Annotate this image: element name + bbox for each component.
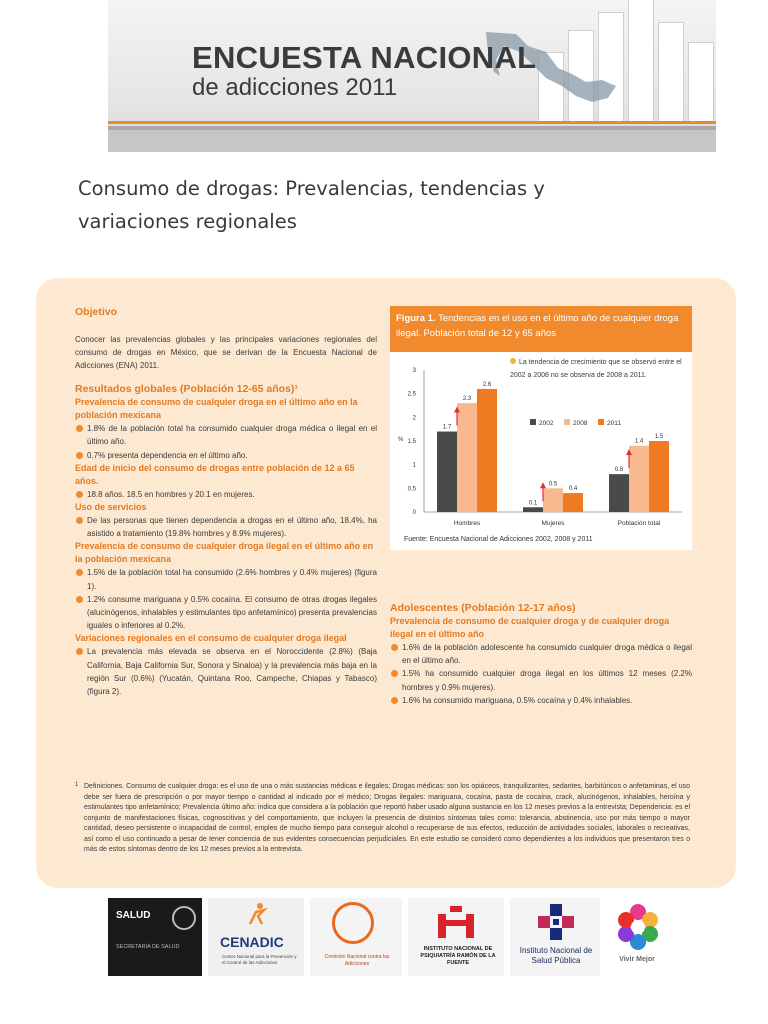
page-title: Consumo de drogas: Prevalencias, tendencias y variaciones regionales [78, 177, 545, 233]
legend-swatch [598, 419, 604, 425]
data-label: 0.5 [548, 481, 558, 488]
chart-bar [649, 441, 669, 512]
vivir-mejor-logo [606, 898, 668, 976]
salud-logo-subtext: SECRETARÍA DE SALUD [116, 944, 180, 950]
banner-accent-line [108, 121, 716, 124]
salud-logo-text: SALUD [116, 910, 151, 921]
section-heading: Prevalencia de consumo de cualquier droga y de cualquier droga ilegal en el último año [390, 616, 670, 639]
conadic-text: Comisión Nacional contra las Adicciones [324, 954, 390, 967]
section-heading: Variaciones regionales en el consumo de cualquier droga ilegal [75, 633, 347, 644]
flower-icon [616, 902, 660, 952]
chart-bar [477, 389, 497, 512]
resultados-heading: Resultados globales (Población 12-65 años)¹ [75, 383, 298, 396]
eagle-seal-icon [172, 906, 196, 930]
conadic-logo [310, 898, 402, 976]
banner-title: ENCUESTA NACIONAL [192, 40, 537, 75]
footnote [75, 782, 690, 856]
chart-bar [609, 474, 629, 512]
chart-bar [629, 446, 649, 512]
chart-bar [543, 488, 563, 512]
figure-source: Fuente: Encuesta Nacional de Adicciones 2002, 2008 y 2011 [404, 536, 593, 543]
section-heading: Uso de servicios [75, 502, 147, 513]
figure-caption [390, 306, 692, 352]
footnote-mark: 1 [75, 782, 79, 788]
psiquiatria-emblem-icon [438, 906, 474, 938]
data-label: 0.4 [568, 486, 578, 493]
data-label: 2.3 [462, 396, 472, 403]
y-tick-label: 1 [412, 462, 416, 469]
psiquiatria-logo [408, 898, 504, 976]
figure-label: Figura 1. [396, 313, 436, 324]
person-figure-icon [246, 902, 268, 926]
cenadic-name: CENADIC [220, 934, 284, 950]
bullet-icon [510, 358, 516, 364]
cenadic-logo [208, 898, 304, 976]
banner-subtitle: de adicciones 2011 [192, 74, 398, 101]
figure-caption-text: Tendencias en el uso en el último año de cualquier droga ilegal. Población total de 12 y 65 años [396, 313, 679, 339]
y-tick-label: 1.5 [407, 439, 416, 445]
insp-emblem-icon [538, 904, 574, 942]
footnote-text: Definiciones. Consumo de cualquier droga: es el uso de una o más sustancias médicas e ilegales; Drogas médicas: son los opiáceos, tranquilizantes, sedantes, barbitúricos o anfetaminas, el uso debe ser fuera de prescripción o por mayor tiempo o cantidad al indicado por el médico; Drogas ilegales: mariguana, cocaína, pasta de cocaína, crack, alucinógenos, inhalables, heroína y estimulantes tipo anfetamínico; Prevalencia último año: indica que considera a la población que reportó haber usado alguna sustancia en los 12 meses previos a la entrevista; Dependencia: es el conjunto de manifestaciones físicas, cognoscitivas y del comportamiento, que incluyen la presencia de distintos síntomas tales como: tolerancia, abstinencia, uso por más tiempo o mayor cantidad, deseo persistente o incapacidad de control, empleo de mucho tiempo para conseguir alcohol o recuperarse de sus efectos, reducción de actividades sociales, laborales o recreativas, así como el uso continuado a pesar de tener conciencia de sus evidentes consecuencias perjudiciales. En este estudio se consideró como dependientes a los individuos que presentaron tres o más de estos síntomas dentro de los 12 meses previos a la entrevista. [84, 783, 690, 853]
y-axis-label: % [398, 437, 404, 443]
list-item: 1.5% de la población total ha consumido (2.6% hombres y 0.4% mujeres) (figura 1). [75, 566, 377, 592]
insp-text: Instituto Nacional de Salud Pública [519, 946, 593, 965]
list-item: 1.6% de la población adolescente ha consumido cualquier droga médica o ilegal en el último año. [390, 641, 692, 667]
insp-logo [510, 898, 600, 976]
chart-bar [437, 432, 457, 512]
data-label: 1.7 [442, 424, 452, 431]
data-label: 0.1 [528, 500, 538, 507]
data-label: 2.6 [482, 381, 492, 388]
legend-label: 2008 [573, 420, 588, 427]
salud-logo [108, 898, 202, 976]
list-item: 1.6% ha consumido mariguana, 0.5% cocaína y 0.4% inhalables. [390, 694, 692, 707]
y-tick-label: 2 [412, 415, 416, 422]
adolescentes-heading: Adolescentes (Población 12-17 años) [390, 602, 576, 614]
chart-bar [457, 403, 477, 512]
legend-swatch [564, 419, 570, 425]
list-item: 0.7% presenta dependencia en el último año. [75, 449, 377, 462]
data-label: 0.8 [614, 467, 624, 474]
y-tick-label: 2.5 [407, 391, 416, 398]
vivir-mejor-text: Vivir Mejor [619, 956, 655, 963]
y-tick-label: 0.5 [407, 486, 416, 493]
section-heading: Prevalencia de consumo de cualquier droga ilegal en el último año en la población mexicana [75, 541, 374, 565]
objetivo-text: Conocer las prevalencias globales y las principales variaciones regionales del consumo de drogas en México, que se derivan de la Encuesta Nacional de Adicciones (ENA) 2011. [75, 335, 377, 371]
section-heading: Prevalencia de consumo de cualquier droga en el último año en la población mexicana [75, 397, 358, 421]
category-label: Hombres [453, 520, 481, 527]
cenadic-subtext: Centro Nacional para la Prevención y el Control de las Adicciones [222, 954, 297, 965]
list-item: 18.8 años. 18.5 en hombres y 20.1 en mujeres. [75, 488, 377, 501]
data-label: 1.4 [634, 438, 644, 445]
psiquiatria-text: INSTITUTO NACIONAL DE PSIQUIATRÍA RAMÓN DE LA FUENTE [420, 946, 496, 966]
figure-note-text: La tendencia de crecimiento que se observó entre el 2002 a 2008 no se observa de 2008 a 2011. [510, 359, 682, 379]
legend-swatch [530, 419, 536, 425]
header-banner [108, 0, 716, 152]
circle-figure-icon [332, 902, 374, 944]
legend-label: 2011 [607, 420, 621, 427]
data-label: 1.5 [654, 434, 664, 440]
list-item: De las personas que tienen dependencia a drogas en el último año, 18.4%, ha asistido a tratamiento (19.8% hombres y 8.9% mujeres). [75, 514, 377, 540]
legend-label: 2002 [539, 420, 554, 427]
figure-note [510, 356, 688, 382]
objetivo-heading: Objetivo [75, 306, 118, 318]
banner-base [108, 130, 716, 152]
chart-bar [523, 507, 543, 512]
list-item: La prevalencia más elevada se observa en el Noroccidente (2.8%) (Baja California, Baja California Sur, Sonora y Sinaloa) y la prevalencia más baja en la región Sur (0.6%) (Yucatán, Quintana Roo, Campeche, Chiapas y Tabasco) (figura 2). [75, 645, 377, 698]
list-item: 1.5% ha consumido cualquier droga ilegal en los últimos 12 meses (2.2% hombres y 0.9% mujeres). [390, 667, 692, 693]
left-column [75, 306, 377, 698]
category-label: Población total [617, 520, 661, 527]
right-column [390, 601, 692, 707]
list-item: 1.8% de la población total ha consumido cualquier droga médica o ilegal en el último año. [75, 422, 377, 448]
figure-chart [390, 352, 692, 550]
y-tick-label: 0 [412, 510, 416, 516]
list-item: 1.2% consume mariguana y 0.5% cocaína. El consumo de otras drogas ilegales (alucinógenos, inhalables y estimulantes tipo anfetamínico) presenta prevalencias iguales o inferiores al 0.2%. [75, 593, 377, 633]
chart-bar [563, 493, 583, 512]
category-label: Mujeres [541, 520, 565, 527]
section-heading: Edad de inicio del consumo de drogas entre población de 12 a 65 años. [75, 462, 355, 486]
y-tick-label: 3 [412, 368, 416, 374]
trend-arrowhead-icon [540, 482, 546, 488]
logos-row [108, 898, 668, 976]
